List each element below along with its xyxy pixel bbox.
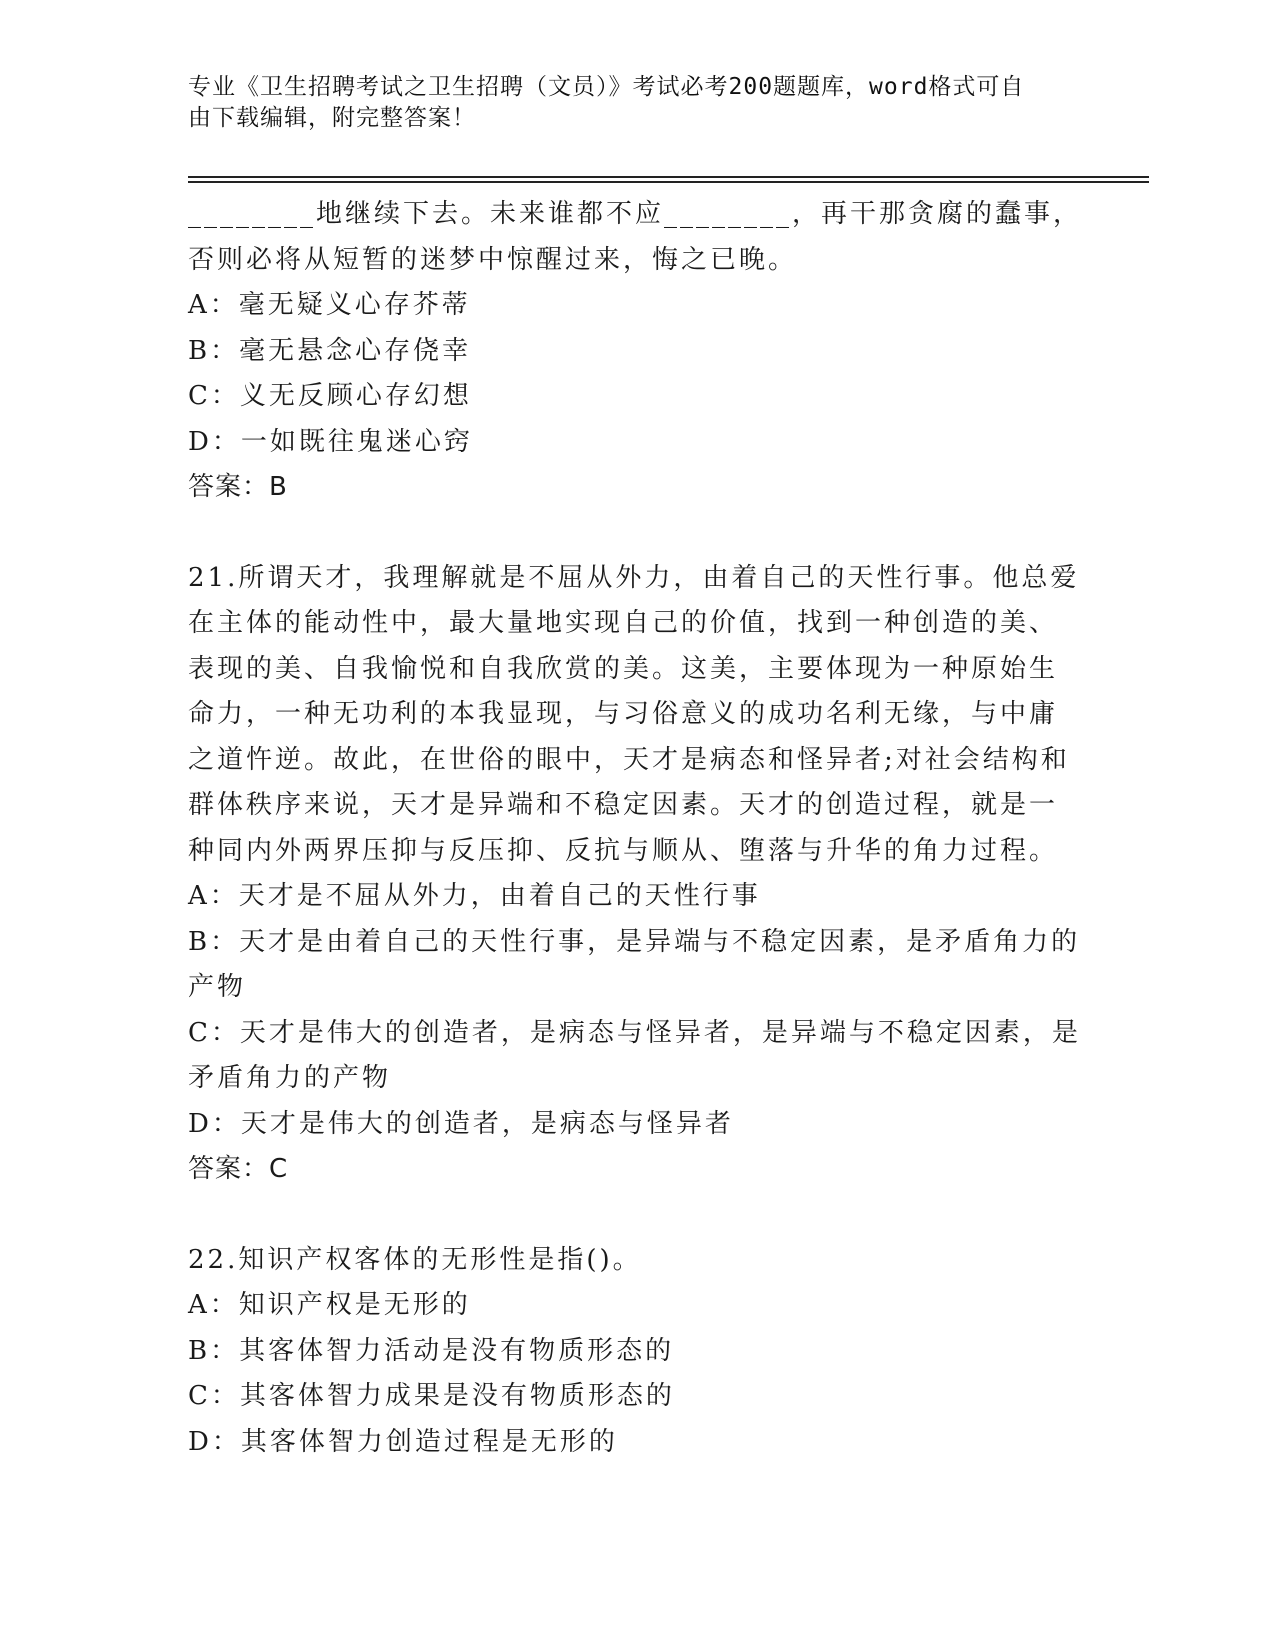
question-text-line: 表现的美、自我愉悦和自我欣赏的美。这美，主要体现为一种原始生 bbox=[188, 653, 1059, 684]
option-c: C：天才是伟大的创造者，是病态与怪异者，是异端与不稳定因素，是 bbox=[188, 1017, 1081, 1048]
document-header bbox=[188, 72, 1068, 134]
question-text-line: 之道忤逆。故此，在世俗的眼中，天才是病态和怪异者;对社会结构和 bbox=[188, 744, 1070, 775]
option-a: A：知识产权是无形的 bbox=[188, 1290, 471, 1320]
question-20 bbox=[188, 192, 1088, 511]
option-b: B：天才是由着自己的天性行事，是异端与不稳定因素，是矛盾角力的 bbox=[188, 926, 1081, 957]
option-d: D：其客体智力创造过程是无形的 bbox=[188, 1426, 618, 1457]
option-b: B：毫无悬念心存侥幸 bbox=[188, 335, 472, 366]
option-b: B：其客体智力活动是没有物质形态的 bbox=[188, 1335, 675, 1366]
question-text-line: 在主体的能动性中，最大量地实现自己的价值，找到一种创造的美、 bbox=[188, 608, 1059, 638]
option-c: C：义无反顾心存幻想 bbox=[188, 381, 472, 411]
question-text-line: 命力，一种无功利的本我显现，与习俗意义的成功名利无缘，与中庸 bbox=[188, 699, 1059, 729]
question-text-line: ________地继续下去。未来谁都不应________，再干那贪腐的蠢事， bbox=[188, 199, 1083, 229]
question-text-line: 否则必将从短暂的迷梦中惊醒过来，悔之已晚。 bbox=[188, 244, 798, 275]
question-22 bbox=[188, 1238, 1088, 1466]
header-divider-bottom bbox=[188, 181, 1149, 183]
question-text-line: 群体秩序来说，天才是异端和不稳定因素。天才的创造过程，就是一 bbox=[188, 790, 1059, 820]
question-text-line: 种同内外两界压抑与反压抑、反抗与顺从、堕落与升华的角力过程。 bbox=[188, 835, 1059, 866]
answer-label: 答案：C bbox=[188, 1154, 289, 1184]
option-a: A：天才是不屈从外力，由着自己的天性行事 bbox=[188, 881, 761, 911]
option-c-continued: 矛盾角力的产物 bbox=[188, 1063, 392, 1093]
option-a: A：毫无疑义心存芥蒂 bbox=[188, 290, 471, 320]
question-text-line: 21.所谓天才，我理解就是不屈从外力，由着自己的天性行事。他总爱 bbox=[188, 562, 1080, 593]
answer-label: 答案：B bbox=[188, 472, 288, 502]
option-d: D：一如既往鬼迷心窍 bbox=[188, 426, 473, 457]
question-content bbox=[188, 192, 1088, 1465]
question-text-line: 22.知识产权客体的无形性是指()。 bbox=[188, 1244, 642, 1275]
question-21 bbox=[188, 556, 1088, 1193]
option-d: D：天才是伟大的创造者，是病态与怪异者 bbox=[188, 1108, 734, 1139]
option-b-continued: 产物 bbox=[188, 972, 247, 1002]
spacer bbox=[188, 1193, 1088, 1238]
spacer bbox=[188, 511, 1088, 556]
option-c: C：其客体智力成果是没有物质形态的 bbox=[188, 1381, 675, 1411]
header-line-2: 由下载编辑，附完整答案！ bbox=[188, 105, 476, 131]
header-divider-top bbox=[188, 176, 1149, 178]
header-line-1: 专业《卫生招聘考试之卫生招聘（文员）》考试必考200题题库，word格式可自 bbox=[188, 74, 1025, 100]
